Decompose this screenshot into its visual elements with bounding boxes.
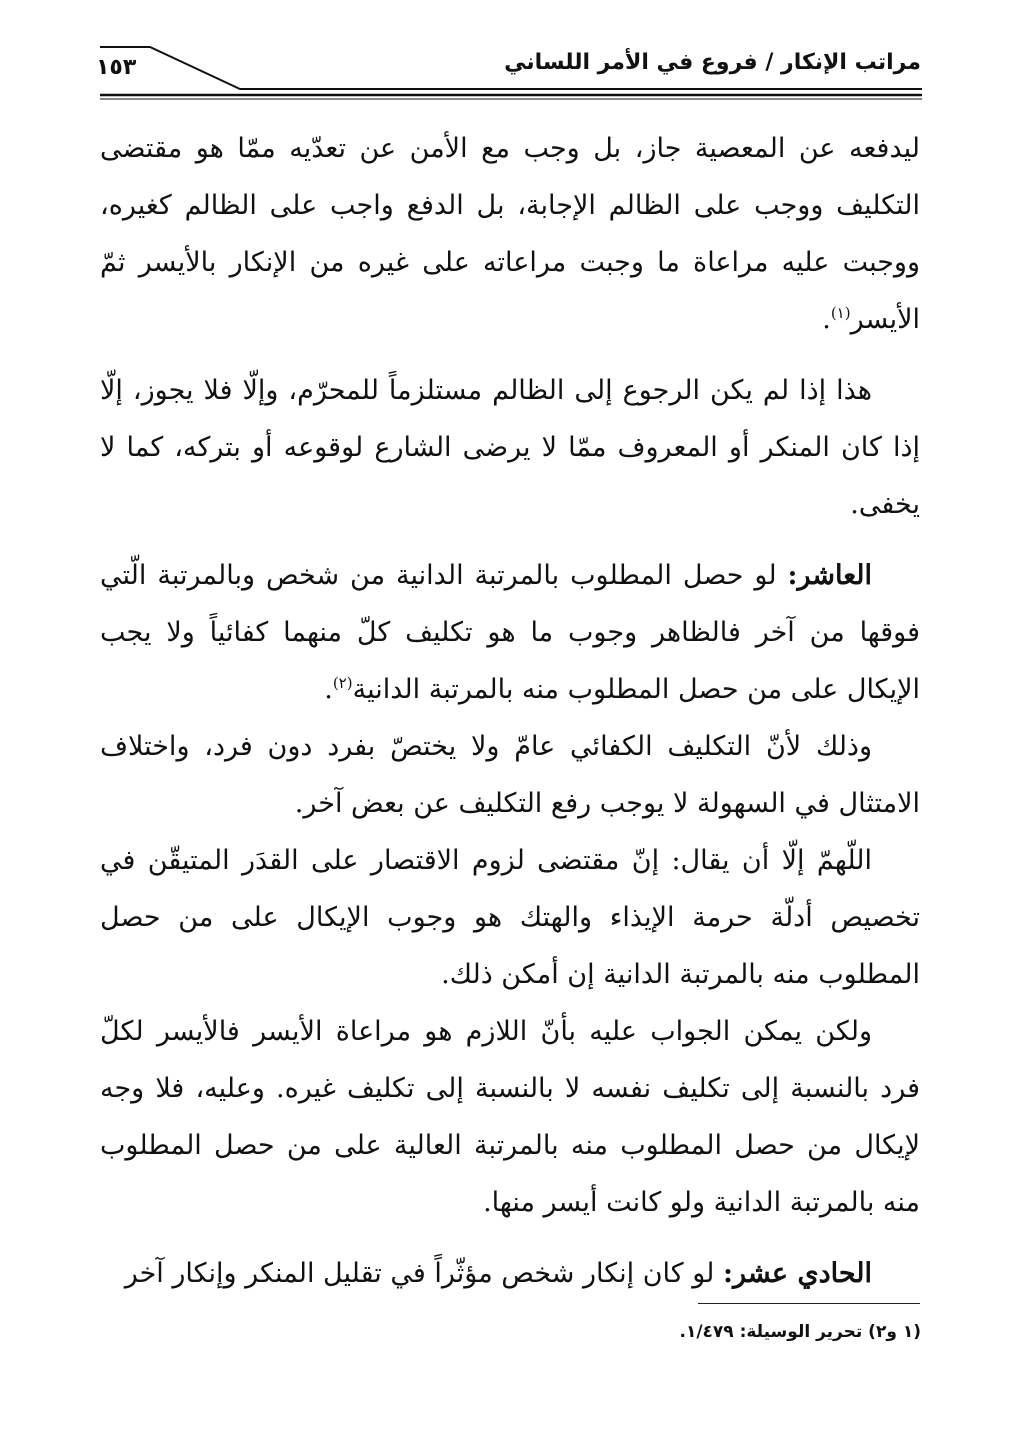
paragraph: ليدفعه عن المعصية جاز، بل وجب مع الأمن عن تعدّيه ممّا هو مقتضى التكليف ووجب على الظالم الإجابة، بل الدفع واجب على الظالم كغيره، ووجبت عليه مراعاة ما وجبت مراعاته على غيره من الإنكار بالأيسر ثمّ الأيسر$^{(١)}$.: [100, 133, 920, 335]
paragraph: [100, 1245, 920, 1302]
footnote-rule: [698, 1303, 920, 1304]
running-header-title: مراتب الإنكار / فروع في الأمر اللساني: [504, 50, 921, 75]
paragraph: هذا إذا لم يكن الرجوع إلى الظالم مستلزماً للمحرّم، وإلّا فلا يجوز، إلّا إذا كان المنكر أو المعروف ممّا لا يرضى الشارع لوقوعه أو بتركه، كما لا يخفى.: [100, 375, 920, 520]
page-number: ١٥٣: [96, 55, 137, 80]
paragraph: وذلك لأنّ التكليف الكفائي عامّ ولا يختصّ بفرد دون فرد، واختلاف الامتثال في السهولة لا يوجب رفع التكليف عن بعض آخر.: [100, 731, 920, 819]
paragraph-text: ليدفعه عن المعصية جاز، بل وجب مع الأمن عن تعدّيه ممّا هو مقتضى التكليف ووجب على الظالم الإجابة، بل الدفع واجب على الظالم كغيره، ووجبت عليه مراعاة ما وجبت مراعاته على غيره من الإنكار بالأيسر ثمّ الأيسر: [100, 133, 920, 335]
paragraph: العاشر: لو حصل المطلوب بالمرتبة الدانية من شخص وبالمرتبة الّتي فوقها من آخر فالظاهر وجوب ما هو تكليف كلّ منهما كفائياً ولا يجب الإيكال على من حصل المطلوب منه بالمرتبة الدانية$^{(٢)}$.: [100, 560, 920, 705]
paragraph: اللّهمّ إلّا أن يقال: إنّ مقتضى لزوم الاقتصار على القدَر المتيقّن في تخصيص أدلّة حرمة الإيذاء والهتك هو وجوب الإيكال على من حصل المطلوب منه بالمرتبة الدانية إن أمكن ذلك.: [100, 845, 920, 990]
section-lead: العاشر:: [787, 560, 872, 591]
footnote: (١ و٢) تحرير الوسيلة: ١/٤٧٩.: [679, 1322, 921, 1342]
footnote-marker: (١): [830, 304, 851, 322]
paragraph: ولكن يمكن الجواب عليه بأنّ اللازم هو مراعاة الأيسر فالأيسر لكلّ فرد بالنسبة إلى تكليف نفسه لا بالنسبة إلى تكليف غيره. وعليه، فلا وجه لإيكال من حصل المطلوب منه بالمرتبة العالية على من حصل المطلوب منه بالمرتبة الدانية ولو كانت أيسر منها.: [100, 1016, 920, 1218]
paragraph-text: لو كان إنكار شخص مؤثّراً في تقليل المنكر وإنكار آخر: [124, 1258, 723, 1289]
paragraph-text: لو حصل المطلوب بالمرتبة الدانية من شخص وبالمرتبة الّتي فوقها من آخر فالظاهر وجوب ما هو تكليف كلّ منهما كفائياً ولا يجب الإيكال على من حصل المطلوب منه بالمرتبة الدانية: [100, 560, 920, 705]
footnote-marker: (٢): [332, 674, 353, 692]
section-lead: الحادي عشر:: [722, 1258, 872, 1289]
body-text: [100, 120, 920, 1302]
